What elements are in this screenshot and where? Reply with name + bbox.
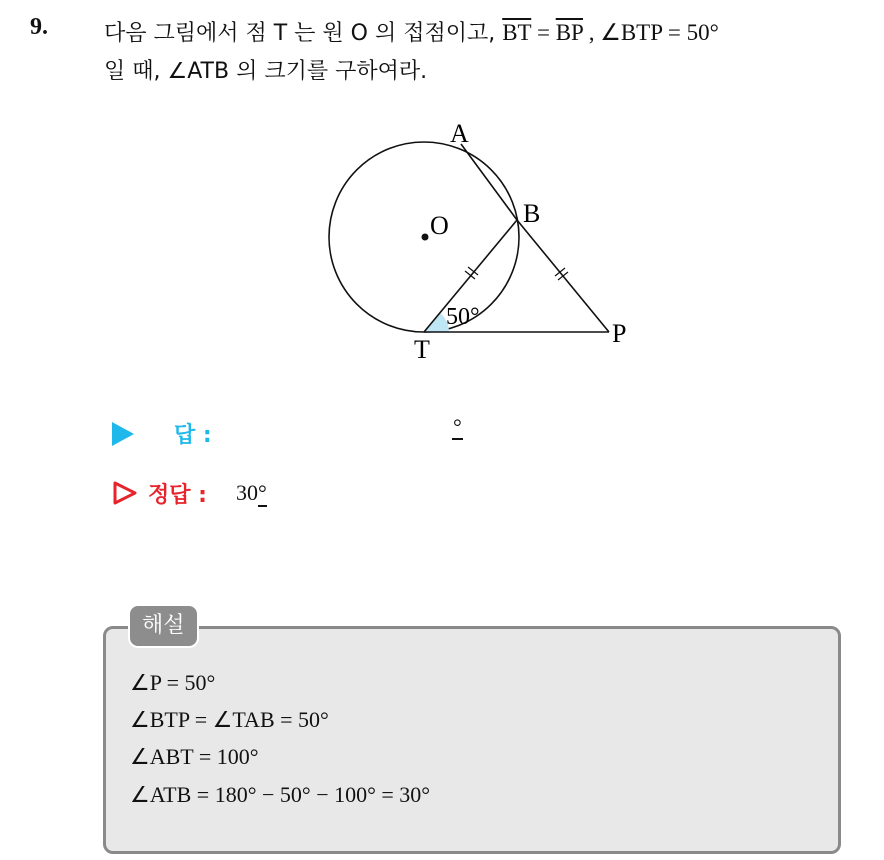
segment-ab [461,144,517,220]
question-line-2: 일 때, ∠ATB 의 크기를 구하여라. [104,59,428,84]
solution-line-4: ∠ATB = 180° − 50° − 100° = 30° [130,782,431,807]
geometry-figure [0,0,884,420]
angle-condition: , ∠BTP = 50° [582,20,719,45]
label-angle-50: 50° [446,304,480,330]
label-b: B [523,199,541,228]
label-p: P [612,319,627,348]
answer-blank[interactable]: ° [453,414,462,439]
solution-tag: 해설 [128,604,199,648]
solution-box [103,626,841,854]
correct-value-number: 30 [236,480,258,505]
solution-line-2: ∠BTP = ∠TAB = 50° [130,707,329,732]
answer-label: 답 : [174,423,212,448]
correct-marker-icon [112,480,138,506]
question-number: 9. [30,14,48,40]
question-line-1-text: 다음 그림에서 점 T 는 원 O 의 접점이고, [104,21,503,46]
correct-value-unit: ° [258,480,267,505]
label-o: O [430,211,449,240]
correct-answer-value [236,480,267,506]
segment-bp: $\overline{BP}$ [555,20,583,45]
segment-bt: $\overline{BT}$ [502,20,532,45]
solution-line-3: ∠ABT = 100° [130,744,259,769]
answer-marker-icon [112,422,134,446]
center-dot-o [422,234,429,241]
label-a: A [450,119,469,148]
solution-line-1: ∠P = 50° [130,670,216,695]
label-t: T [414,335,430,364]
equals-sign: = [531,20,556,45]
correct-answer-label: 정답 : [148,483,207,508]
